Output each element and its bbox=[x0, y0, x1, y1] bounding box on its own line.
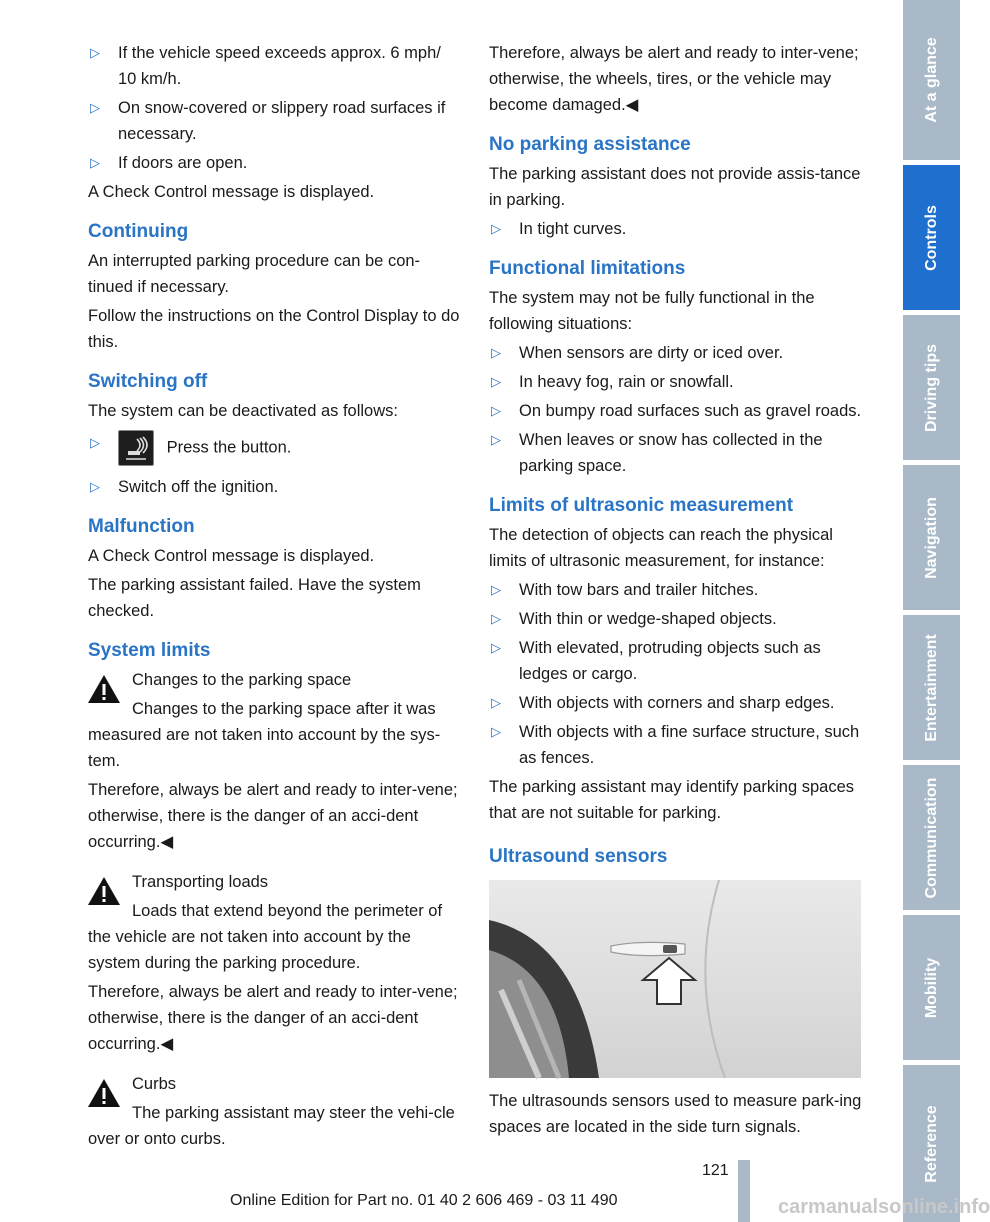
list-item: ▷ On bumpy road surfaces such as gravel roads. bbox=[489, 398, 862, 424]
paragraph: A Check Control message is displayed. bbox=[88, 547, 375, 565]
paragraph: The detection of objects can reach the physical limits of ultrasonic measurement, for instance: bbox=[489, 526, 833, 570]
bullet-triangle-icon: ▷ bbox=[491, 345, 501, 360]
chapter-sidebar bbox=[903, 0, 960, 1222]
warning-triangle-icon bbox=[86, 1077, 122, 1117]
tab-navigation[interactable]: Navigation bbox=[903, 465, 960, 610]
heading-ultrasound-sensors: Ultrasound sensors bbox=[489, 846, 668, 867]
bullet-triangle-icon: ▷ bbox=[90, 479, 100, 494]
warning-body: Changes to the parking space after it was measured are not taken into account by the sys-tem. bbox=[88, 700, 441, 770]
paragraph: Therefore, always be alert and ready to inter-vene; otherwise, there is the danger of an acci-dent occurring.◀ bbox=[88, 983, 458, 1053]
bullet-triangle-icon: ▷ bbox=[491, 374, 501, 389]
right-column bbox=[489, 40, 862, 1143]
warning-block bbox=[88, 667, 463, 774]
list-item: ▷ With thin or wedge-shaped objects. bbox=[489, 606, 862, 632]
heading-system-limits: System limits bbox=[88, 640, 211, 661]
tab-driving-tips[interactable]: Driving tips bbox=[903, 315, 960, 460]
heading-continuing: Continuing bbox=[88, 221, 189, 242]
side-sensor-photo bbox=[489, 880, 861, 1078]
heading-malfunction: Malfunction bbox=[88, 516, 195, 537]
warning-body: The parking assistant may steer the vehi-cle over or onto curbs. bbox=[88, 1104, 455, 1148]
heading-limits-ultrasonic: Limits of ultrasonic measurement bbox=[489, 495, 794, 516]
paragraph: Follow the instructions on the Control Display to do this. bbox=[88, 307, 460, 351]
watermark: carmanualsonline.info bbox=[778, 1196, 990, 1218]
warning-title: Curbs bbox=[132, 1075, 177, 1093]
tab-mobility[interactable]: Mobility bbox=[903, 915, 960, 1060]
paragraph: The parking assistant does not provide assis-tance in parking. bbox=[489, 165, 861, 209]
warning-title: Changes to the parking space bbox=[132, 671, 352, 689]
left-column bbox=[88, 40, 463, 1155]
paragraph: An interrupted parking procedure can be con-tinued if necessary. bbox=[88, 252, 421, 296]
list-item: ▷ With objects with a fine surface structure, such as fences. bbox=[489, 719, 862, 771]
warning-triangle-icon bbox=[86, 875, 122, 915]
bullet-triangle-icon: ▷ bbox=[491, 582, 501, 597]
tab-entertainment[interactable]: Entertainment bbox=[903, 615, 960, 760]
bullet-triangle-icon: ▷ bbox=[491, 221, 501, 236]
paragraph: The system may not be fully functional in the following situations: bbox=[489, 289, 815, 333]
warning-title: Transporting loads bbox=[132, 873, 269, 891]
bullet-triangle-icon: ▷ bbox=[491, 724, 501, 739]
warning-block bbox=[88, 869, 463, 976]
list-item: ▷ In tight curves. bbox=[489, 216, 862, 242]
list-item: ▷ With elevated, protruding objects such as ledges or cargo. bbox=[489, 635, 862, 687]
tab-controls[interactable]: Controls bbox=[903, 165, 960, 310]
paragraph: The system can be deactivated as follows: bbox=[88, 402, 398, 420]
paragraph: The parking assistant may identify parking spaces that are not suitable for parking. bbox=[489, 778, 855, 822]
paragraph: Therefore, always be alert and ready to inter-vene; otherwise, the wheels, tires, or the vehicle may become damaged.◀ bbox=[489, 44, 859, 114]
bullet-triangle-icon: ▷ bbox=[491, 695, 501, 710]
heading-switching-off: Switching off bbox=[88, 371, 208, 392]
heading-functional-limitations: Functional limitations bbox=[489, 258, 686, 279]
list-item: ▷ When leaves or snow has collected in the parking space. bbox=[489, 427, 862, 479]
car-side-illustration bbox=[489, 880, 861, 1078]
page-number: 121 bbox=[702, 1162, 729, 1179]
tab-communication[interactable]: Communication bbox=[903, 765, 960, 910]
warning-block bbox=[88, 1071, 463, 1152]
list-item: ▷ With objects with corners and sharp edges. bbox=[489, 690, 862, 716]
check-control-text: A Check Control message is displayed. bbox=[88, 183, 375, 201]
list-item: ▷ If doors are open. bbox=[88, 150, 463, 176]
list-item: ▷ Switch off the ignition. bbox=[88, 474, 463, 500]
warning-body: Loads that extend beyond the perimeter of the vehicle are not taken into account by the system during the parking procedure. bbox=[88, 902, 443, 972]
list-item: ▷ If the vehicle speed exceeds approx. 6 mph/ 10 km/h. bbox=[88, 40, 463, 92]
paragraph: The parking assistant failed. Have the system checked. bbox=[88, 576, 421, 620]
heading-no-parking-assistance: No parking assistance bbox=[489, 134, 691, 155]
bullet-triangle-icon: ▷ bbox=[491, 403, 501, 418]
list-item: ▷ In heavy fog, rain or snowfall. bbox=[489, 369, 862, 395]
list-item: ▷ On snow-covered or slippery road surfaces if necessary. bbox=[88, 95, 463, 147]
photo-caption: The ultrasounds sensors used to measure park-ing spaces are located in the side turn signals. bbox=[489, 1092, 862, 1136]
bullet-triangle-icon: ▷ bbox=[491, 611, 501, 626]
list-item: ▷ When sensors are dirty or iced over. bbox=[489, 340, 862, 366]
page-number-bar bbox=[738, 1160, 750, 1222]
tab-at-a-glance[interactable]: At a glance bbox=[903, 0, 960, 160]
bullet-triangle-icon: ▷ bbox=[491, 640, 501, 655]
list-item: ▷ Press the button. bbox=[88, 430, 463, 466]
tab-reference[interactable]: Reference bbox=[903, 1065, 960, 1222]
bullet-triangle-icon: ▷ bbox=[90, 155, 100, 170]
list-item: ▷ With tow bars and trailer hitches. bbox=[489, 577, 862, 603]
bullet-triangle-icon: ▷ bbox=[90, 100, 100, 115]
footer-edition: Online Edition for Part no. 01 40 2 606 469 - 03 11 490 bbox=[230, 1192, 618, 1209]
warning-triangle-icon bbox=[86, 673, 122, 713]
bullet-triangle-icon: ▷ bbox=[90, 435, 100, 450]
parking-assistant-button-icon bbox=[118, 430, 154, 466]
bullet-triangle-icon: ▷ bbox=[491, 432, 501, 447]
paragraph: Therefore, always be alert and ready to inter-vene; otherwise, there is the danger of an acci-dent occurring.◀ bbox=[88, 781, 458, 851]
bullet-triangle-icon: ▷ bbox=[90, 45, 100, 60]
